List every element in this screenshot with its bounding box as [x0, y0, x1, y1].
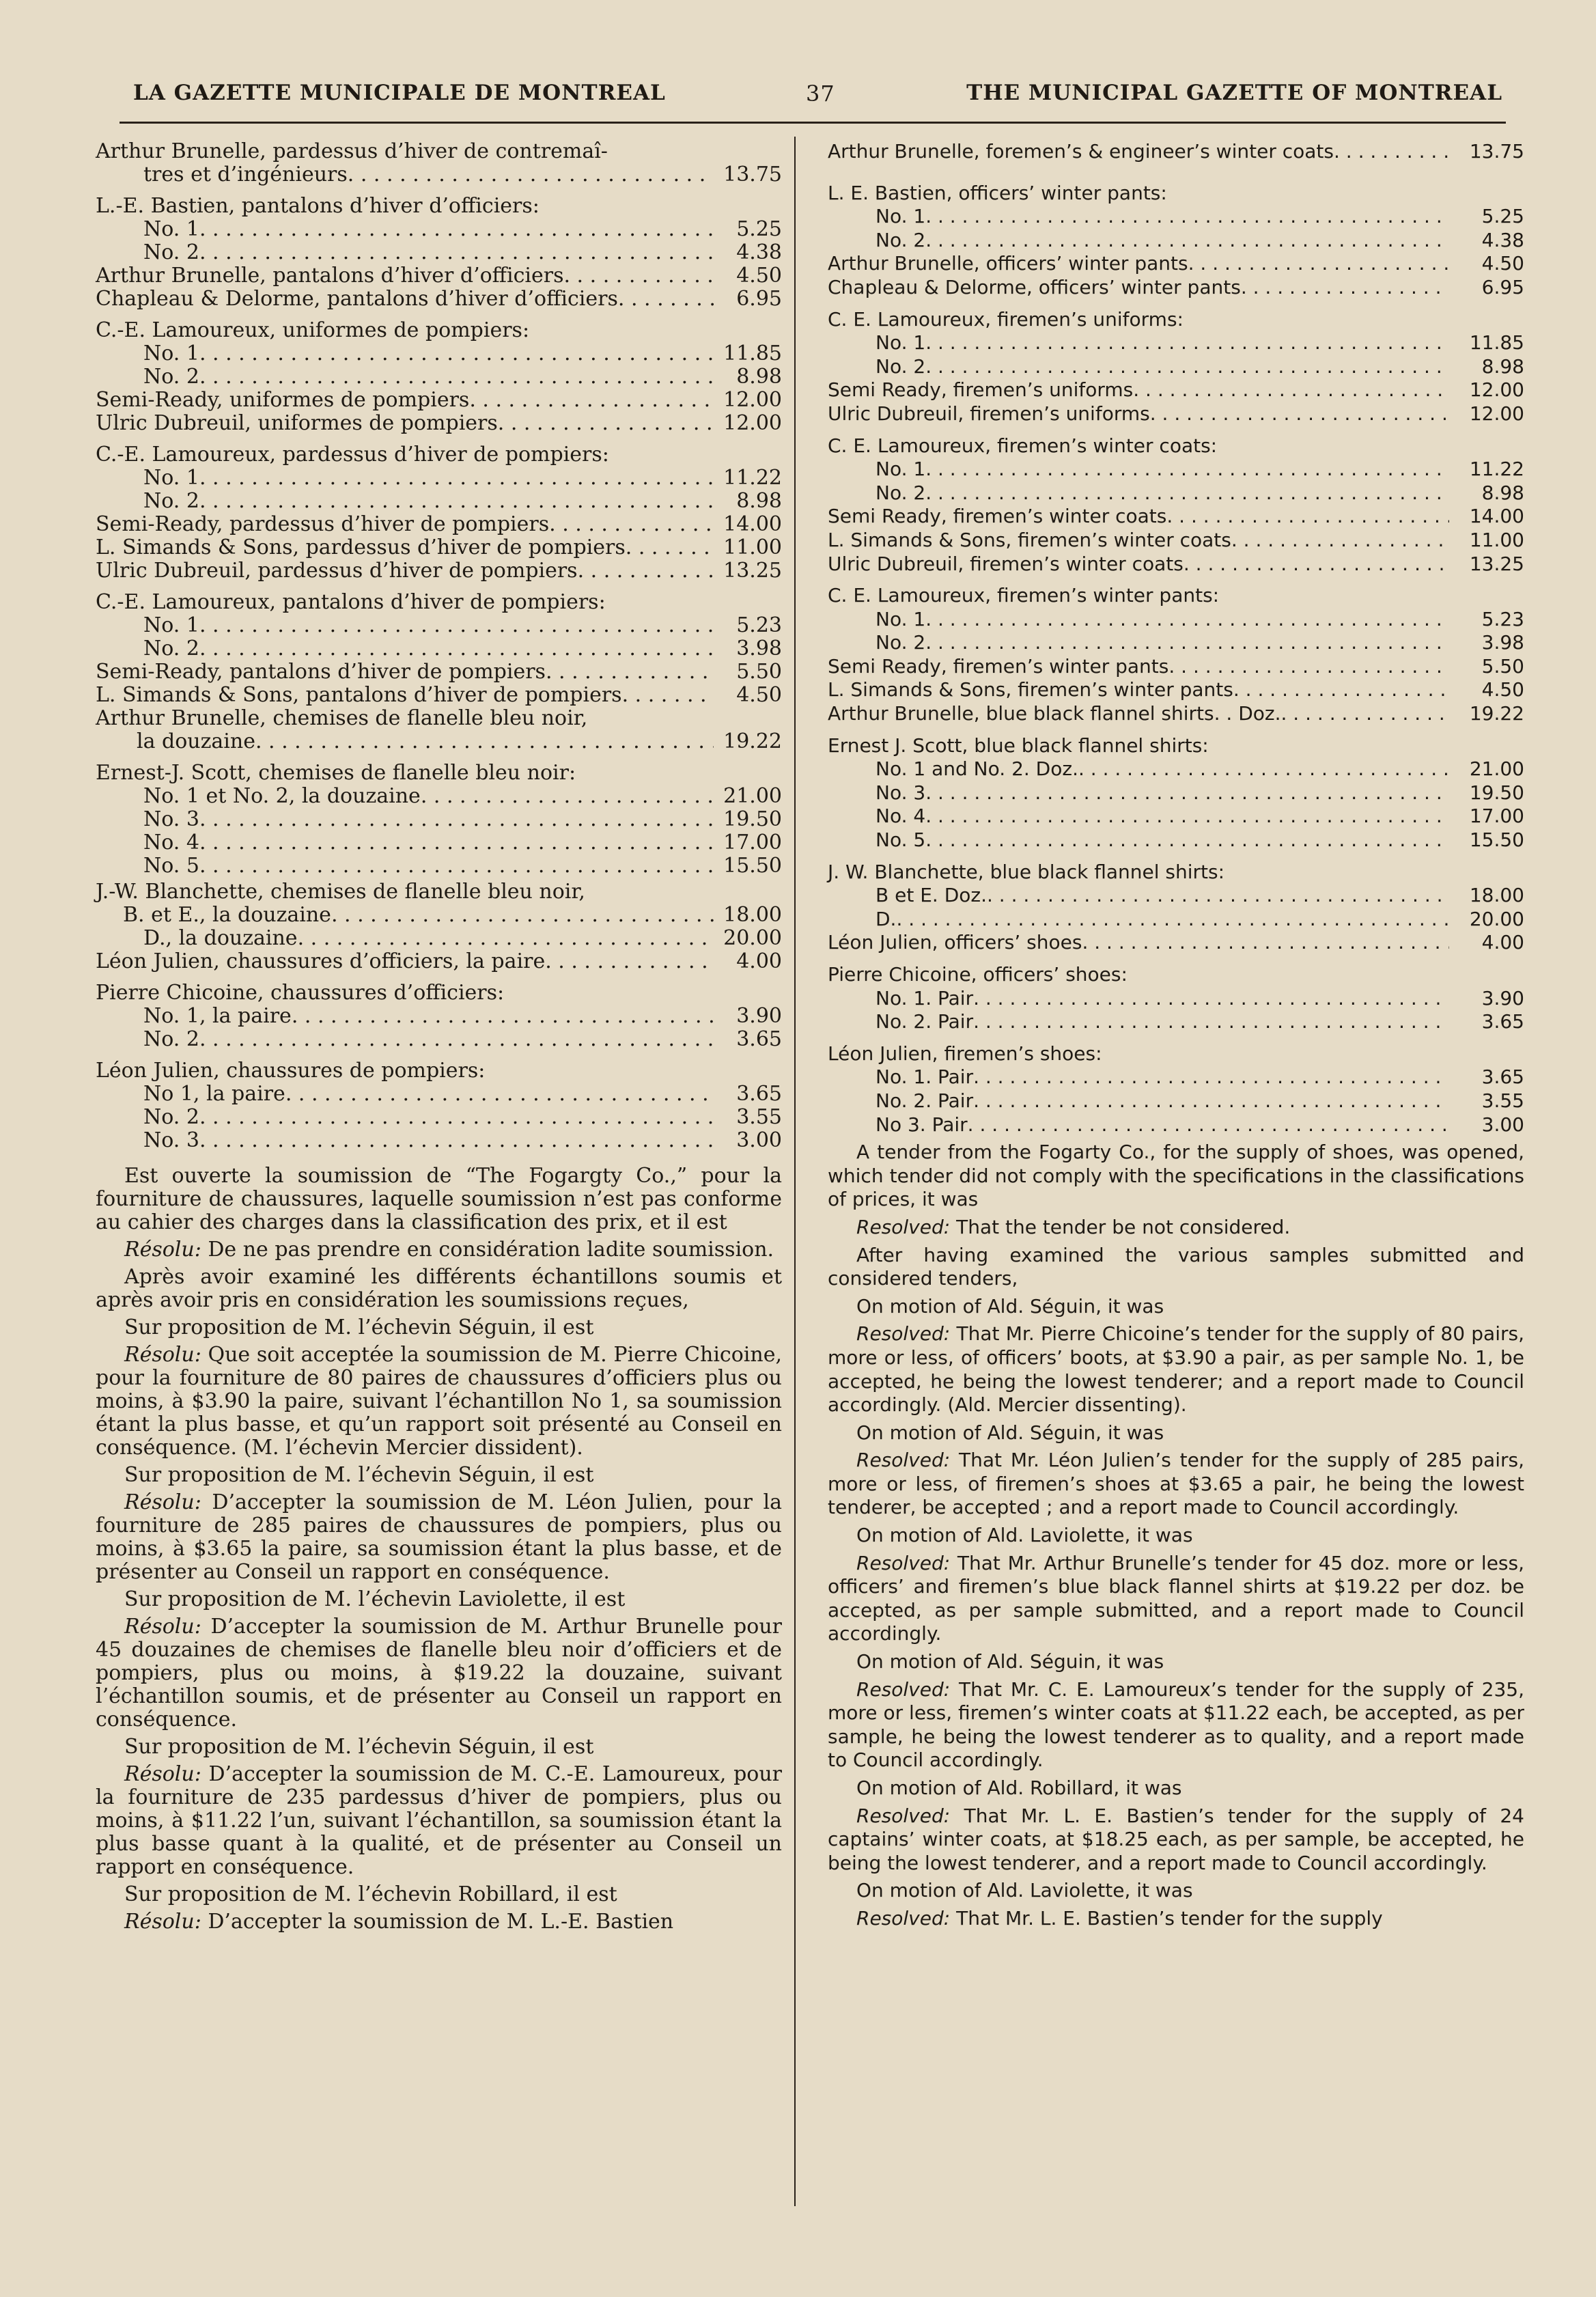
group-heading: C. E. Lamoureux, firemen’s winter coats:	[828, 434, 1218, 457]
list-item: No 3. Pair . . . 3.00	[828, 1113, 1524, 1137]
group-heading: Léon Julien, firemen’s shoes:	[828, 1042, 1102, 1065]
fr-group-scott-shirts	[96, 762, 782, 878]
paragraph: Résolu: D’accepter la soumission de M. C.-E. Lamoureux, pour la fourniture de 235 pardessus d’hiver de pompiers, plus ou moins, à $11.22 l’un, suivant l’échantillon, sa soumission étant la plus basse quant à la qualité, et de présenter au Conseil un rapport en conséquence.	[96, 1762, 782, 1879]
list-item: No. 1 . . . 5.25	[96, 218, 782, 241]
list-item: No. 1. Pair . . . 3.65	[828, 1066, 1524, 1089]
list-item: No. 1 et No. 2, la douzaine . . . 21.00	[96, 785, 782, 808]
list-item: No. 1 . . . 11.22	[96, 467, 782, 490]
paragraph: Résolu: D’accepter la soumission de M. Léon Julien, pour la fourniture de 285 paires de chaussures de pompiers, plus ou moins, à $3.65 la paire, sa soumission étant la plus basse, et de présenter au Conseil un rapport en conséquence.	[96, 1490, 782, 1584]
list-item: No. 2 . . . 3.65	[96, 1028, 782, 1051]
fr-group-firemen-pants	[96, 591, 782, 753]
fr-group-foremen-coats	[96, 140, 782, 186]
list-item: L. Simands & Sons, pardessus d’hiver de pompiers . . . 11.00	[96, 536, 782, 559]
paragraph: On motion of Ald. Laviolette, it was	[856, 1524, 1193, 1547]
column-divider	[794, 137, 796, 2206]
paragraph: Resolved: That Mr. L. E. Bastien’s tender for the supply	[856, 1906, 1383, 1930]
paragraph: Résolu: De ne pas prendre en considération ladite soumission.	[124, 1238, 774, 1262]
english-column	[828, 140, 1524, 1931]
fr-minutes	[96, 1165, 782, 1934]
list-item: No. 1 . . . 5.23	[96, 614, 782, 637]
page-header	[116, 81, 1509, 122]
list-item: No. 2 . . . 4.38	[828, 229, 1524, 253]
paragraph: Resolved: That Mr. Arthur Brunelle’s tender for 45 doz. more or less, officers’ and firemen’s blue black flannel shirts at $19.22 per doz. be accepted, as per sample submitted, and a report made to Council accordingly.	[828, 1551, 1524, 1645]
paragraph: Résolu: Que soit acceptée la soumission de M. Pierre Chicoine, pour la fourniture de 80 paires de chaussures d’officiers plus ou moins, à $3.90 la paire, suivant l’échantillon No 1, sa soumission étant la plus basse, et qu’un rapport soit présenté au Conseil en conséquence. (M. l’échevin Mercier dissident).	[96, 1343, 782, 1460]
list-item: L. Simands & Sons, firemen’s winter coats . . . 11.00	[828, 529, 1524, 553]
group-heading: J. W. Blanchette, blue black flannel shirts:	[828, 860, 1225, 883]
list-item: No. 1 . . . 5.23	[828, 608, 1524, 632]
paragraph: On motion of Ald. Séguin, it was	[856, 1294, 1164, 1318]
list-item: No. 2. Pair . . . 3.55	[828, 1089, 1524, 1113]
list-item: Ulric Dubreuil, pardessus d’hiver de pompiers . . . 13.25	[96, 559, 782, 583]
fr-group-firemen-coats	[96, 443, 782, 583]
list-item: Arthur Brunelle, blue black flannel shirts. . Doz. . . . 19.22	[828, 702, 1524, 726]
header-title-french: LA GAZETTE MUNICIPALE DE MONTREAL	[133, 81, 666, 105]
list-item: Arthur Brunelle, chemises de flanelle bleu noir,	[96, 706, 588, 730]
list-item: No. 2 . . . 3.98	[96, 637, 782, 660]
paragraph: Sur proposition de M. l’échevin Robillard, il est	[124, 1882, 617, 1906]
header-title-english: THE MUNICIPAL GAZETTE OF MONTREAL	[966, 81, 1502, 105]
list-item: Semi-Ready, uniformes de pompiers . . . 12.00	[96, 389, 782, 412]
group-heading: C.-E. Lamoureux, pantalons d’hiver de pompiers:	[96, 590, 606, 614]
en-group-scott-shirts	[828, 734, 1524, 852]
list-item: No. 1. Pair . . . 3.90	[828, 987, 1524, 1011]
paragraph: Résolu: D’accepter la soumission de M. L.-E. Bastien	[124, 1910, 674, 1934]
paragraph: Resolved: That Mr. Léon Julien’s tender for the supply of 285 pairs, more or less, of firemen’s shoes at $3.65 a pair, he being the lowest tenderer, be accepted ; and a report made to Council accordingly.	[828, 1449, 1524, 1519]
list-item: No. 2 . . . 4.38	[96, 241, 782, 264]
list-item: Léon Julien, chaussures d’officiers, la paire . . . 4.00	[96, 950, 782, 973]
list-item: Semi Ready, firemen’s uniforms . . . 12.00	[828, 378, 1524, 402]
group-heading: L. E. Bastien, officers’ winter pants:	[828, 181, 1167, 204]
paragraph: A tender from the Fogarty Co., for the supply of shoes, was opened, which tender did not comply with the specifications in the classifications of prices, it was	[828, 1141, 1524, 1211]
paragraph: Resolved: That Mr. L. E. Bastien’s tender for the supply of 24 captains’ winter coats, at $18.25 each, as per sample, be accepted, he being the lowest tenderer, and a report made to Council accordingly.	[828, 1804, 1524, 1874]
fr-group-blanchette-shirts	[96, 880, 782, 973]
list-item: Ulric Dubreuil, firemen’s winter coats . . . 13.25	[828, 553, 1524, 576]
paragraph: Résolu: D’accepter la soumission de M. Arthur Brunelle pour 45 douzaines de chemises de flanelle bleu noir d’officiers et de pompiers, plus ou moins, à $19.22 la douzaine, suivant l’échantillon soumis, et de présenter au Conseil un rapport en conséquence.	[96, 1615, 782, 1731]
list-item: No. 3 . . . 3.00	[96, 1129, 782, 1152]
en-group-blanchette-shirts	[828, 861, 1524, 955]
group-heading: J.-W. Blanchette, chemises de flanelle bleu noir,	[96, 880, 585, 904]
list-item: No. 1 . . . 5.25	[828, 205, 1524, 229]
fr-group-firemen-uniforms	[96, 319, 782, 435]
page-number: 37	[806, 81, 835, 107]
group-heading: Ernest-J. Scott, chemises de flanelle bleu noir:	[96, 761, 576, 785]
group-heading: Léon Julien, chaussures de pompiers:	[96, 1059, 486, 1083]
list-item: Arthur Brunelle, pantalons d’hiver d’officiers . . . 4.50	[96, 264, 782, 288]
paragraph: On motion of Ald. Robillard, it was	[856, 1777, 1182, 1799]
paragraph: On motion of Ald. Laviolette, it was	[856, 1879, 1193, 1902]
list-item: No. 3 . . . 19.50	[96, 808, 782, 831]
en-group-foremen-coats	[828, 140, 1524, 164]
en-group-julien-shoes	[828, 1042, 1524, 1137]
header-rule	[120, 122, 1506, 124]
list-item: L. Simands & Sons, firemen’s winter pants . . . 4.50	[828, 678, 1524, 702]
fr-group-chicoine-shoes	[96, 982, 782, 1051]
list-item: Semi Ready, firemen’s winter coats . . . 14.00	[828, 505, 1524, 529]
list-item: Semi-Ready, pantalons d’hiver de pompiers . . . 5.50	[96, 660, 782, 684]
list-item: No. 2 . . . 8.98	[828, 355, 1524, 379]
list-item: la douzaine . . . 19.22	[96, 730, 782, 753]
list-item: No. 5 . . . 15.50	[96, 854, 782, 878]
paragraph: Sur proposition de M. l’échevin Séguin, il est	[124, 1463, 594, 1487]
list-item: Semi-Ready, pardessus d’hiver de pompiers . . . 14.00	[96, 513, 782, 536]
paragraph: Resolved: That Mr. C. E. Lamoureux’s tender for the supply of 235, more or less, firemen’s winter coats at $11.22 each, be accepted, as per sample, he being the lowest tenderer as to quality, and a report made to Council accordingly.	[828, 1677, 1524, 1772]
group-heading: C. E. Lamoureux, firemen’s winter pants:	[828, 584, 1220, 607]
paragraph: Sur proposition de M. l’échevin Laviolette, il est	[124, 1587, 626, 1611]
paragraph: Est ouverte la soumission de “The Fogargty Co.,” pour la fourniture de chaussures, laquelle soumission n’est pas conforme au cahier des charges dans la classification des prix, et il est	[96, 1164, 782, 1234]
list-item: No 1, la paire . . . 3.65	[96, 1083, 782, 1106]
list-item: B. et E., la douzaine . . . 18.00	[96, 904, 782, 927]
list-item: No. 4 . . . 17.00	[96, 831, 782, 854]
en-group-chicoine-shoes	[828, 963, 1524, 1034]
list-item: No. 5 . . . 15.50	[828, 829, 1524, 852]
list-item: D., la douzaine . . . 20.00	[96, 927, 782, 950]
list-item: No. 3 . . . 19.50	[828, 781, 1524, 805]
list-item: Arthur Brunelle, pardessus d’hiver de contremaî-	[96, 139, 608, 163]
paragraph: On motion of Ald. Séguin, it was	[856, 1421, 1164, 1444]
paragraph: Resolved: That the tender be not considered.	[856, 1215, 1291, 1238]
group-heading: Pierre Chicoine, officers’ shoes:	[828, 963, 1128, 986]
paragraph: Sur proposition de M. l’échevin Séguin, il est	[124, 1315, 594, 1339]
list-item: Léon Julien, officers’ shoes . . . 4.00	[828, 931, 1524, 955]
list-item: No. 1 . . . 11.22	[828, 458, 1524, 482]
list-item: D. . . . 20.00	[828, 908, 1524, 932]
en-minutes	[828, 1141, 1524, 1930]
list-item: No. 2 . . . 8.98	[828, 482, 1524, 505]
en-group-firemen-coats	[828, 434, 1524, 576]
group-heading: Ernest J. Scott, blue black flannel shirts:	[828, 734, 1209, 757]
list-item: Chapleau & Delorme, pantalons d’hiver d’officiers . . . 6.95	[96, 288, 782, 311]
list-item: No. 1, la paire . . . 3.90	[96, 1005, 782, 1028]
list-item: Ulric Dubreuil, uniformes de pompiers . . . 12.00	[96, 412, 782, 435]
fr-group-officers-pants	[96, 195, 782, 311]
en-group-firemen-uniforms	[828, 308, 1524, 426]
paragraph: On motion of Ald. Séguin, it was	[856, 1650, 1164, 1673]
list-item: No. 2 . . . 3.55	[96, 1106, 782, 1129]
list-item: No. 4 . . . 17.00	[828, 805, 1524, 829]
paragraph: After having examined the various samples submitted and considered tenders,	[828, 1243, 1524, 1290]
group-heading: L.-E. Bastien, pantalons d’hiver d’officiers:	[96, 194, 540, 218]
list-item: tres et d’ingénieurs . . . 13.75	[96, 163, 782, 186]
french-column	[96, 140, 782, 1934]
list-item: No. 1 . . . 11.85	[828, 331, 1524, 355]
list-item: No. 2 . . . 3.98	[828, 631, 1524, 655]
group-heading: C.-E. Lamoureux, uniformes de pompiers:	[96, 318, 530, 342]
en-group-officers-pants	[828, 182, 1524, 300]
group-heading: C.-E. Lamoureux, pardessus d’hiver de pompiers:	[96, 443, 609, 467]
list-item: Arthur Brunelle, officers’ winter pants . . . 4.50	[828, 252, 1524, 276]
group-heading: C. E. Lamoureux, firemen’s uniforms:	[828, 307, 1184, 331]
group-heading: Pierre Chicoine, chaussures d’officiers:	[96, 981, 505, 1005]
en-group-firemen-pants	[828, 584, 1524, 726]
list-item: Arthur Brunelle, foremen’s & engineer’s winter coats . . . 13.75	[828, 140, 1524, 164]
list-item: Semi Ready, firemen’s winter pants . . . 5.50	[828, 655, 1524, 679]
list-item: B et E. Doz. . . . 18.00	[828, 884, 1524, 908]
list-item: L. Simands & Sons, pantalons d’hiver de pompiers . . . 4.50	[96, 684, 782, 707]
paragraph: Resolved: That Mr. Pierre Chicoine’s tender for the supply of 80 pairs, more or less, of officers’ boots, at $3.90 a pair, as per sample No. 1, be accepted, he being the lowest tenderer; and a report made to Council accordingly. (Ald. Mercier dissenting).	[828, 1322, 1524, 1417]
paragraph: Sur proposition de M. l’échevin Séguin, il est	[124, 1735, 594, 1759]
list-item: Chapleau & Delorme, officers’ winter pants . . . 6.95	[828, 276, 1524, 300]
list-item: No. 2 . . . 8.98	[96, 490, 782, 513]
list-item: Ulric Dubreuil, firemen’s uniforms . . . 12.00	[828, 402, 1524, 426]
fr-group-julien-shoes	[96, 1059, 782, 1152]
list-item: No. 1 and No. 2. Doz. . . . 21.00	[828, 757, 1524, 781]
list-item: No. 2. Pair . . . 3.65	[828, 1010, 1524, 1034]
list-item: No. 2 . . . 8.98	[96, 365, 782, 389]
paragraph: Après avoir examiné les différents échantillons soumis et après avoir pris en considération les soumissions reçues,	[96, 1265, 782, 1312]
list-item: No. 1 . . . 11.85	[96, 342, 782, 365]
